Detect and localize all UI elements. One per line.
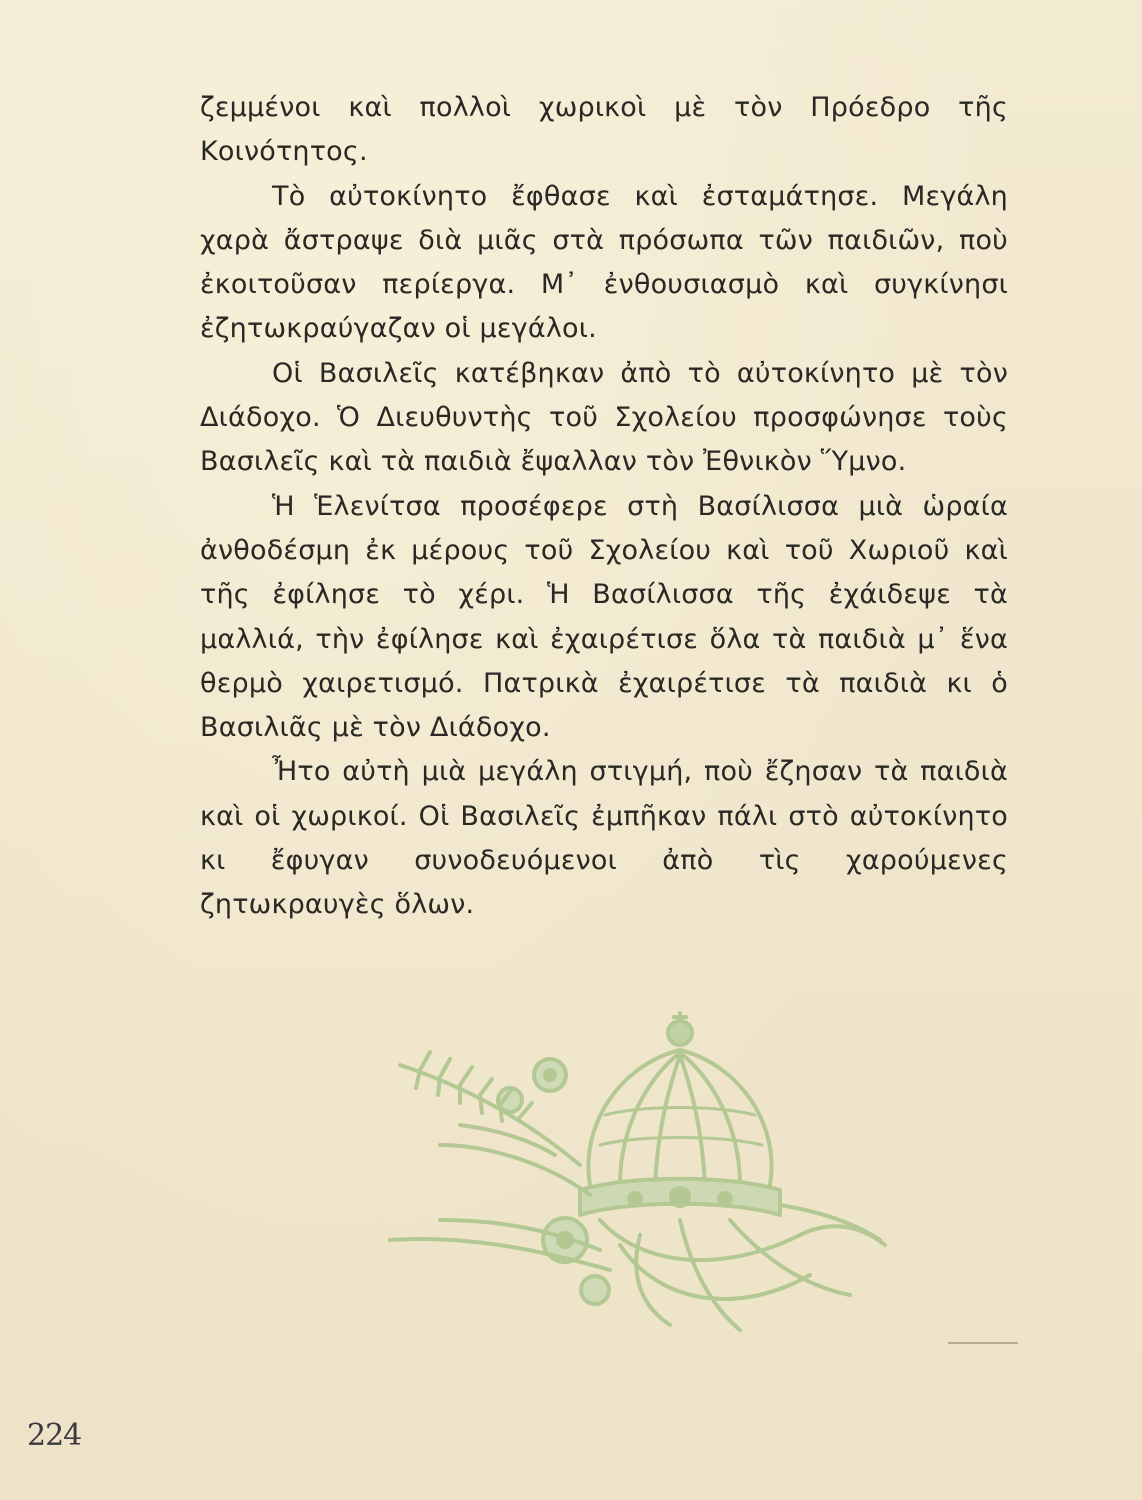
paragraph-3: Οἱ Βασιλεῖς κατέβηκαν ἀπὸ τὸ αὐτοκίνητο μὲ τὸν Διάδοχο. Ὁ Διευθυντὴς τοῦ Σχολείου προσφώνησε τοὺς Βασιλεῖς καὶ τὰ παιδιὰ ἔψαλλαν τὸν Ἐθνικὸν Ὕμνο. [200, 357, 1008, 478]
paragraph-4: Ἡ Ἑλενίτσα προσέφερε στὴ Βασίλισσα μιὰ ὡραία ἀνθοδέσμη ἐκ μέρους τοῦ Σχολείου καὶ τοῦ Χωριοῦ καὶ τῆς ἐφίλησε τὸ χέρι. Ἡ Βασίλισσα τῆς ἐχάιδεψε τὰ μαλλιά, τὴν ἐφίλησε καὶ ἐχαιρέτισε ὅλα τὰ παιδιὰ μ᾽ ἕνα θερμὸ χαιρετισμό. Πατρικὰ ἐχαιρέτισε τὰ παιδιὰ κι ὁ Βασιλιᾶς μὲ τὸν Διάδοχο. [200, 490, 1008, 744]
crown-with-flowers-icon [380, 1005, 900, 1335]
margin-mark [948, 1342, 1018, 1344]
page-number: 224 [27, 1418, 82, 1453]
paragraph-5: Ἦτο αὐτὴ μιὰ μεγάλη στιγμή, ποὺ ἔζησαν τὰ παιδιὰ καὶ οἱ χωρικοί. Οἱ Βασιλεῖς ἐμπῆκαν πάλι στὸ αὐτοκίνητο κι ἔφυγαν συνοδευόμενοι ἀπὸ τὶς χαρούμενες ζητωκραυγὲς ὅλων. [200, 756, 1008, 921]
body-text [200, 86, 1008, 928]
paragraph-1: ζεμμένοι καὶ πολλοὶ χωρικοὶ μὲ τὸν Πρόεδρο τῆς Κοινότητος. [200, 92, 1008, 168]
paragraph-2: Τὸ αὐτοκίνητο ἔφθασε καὶ ἐσταμάτησε. Μεγάλη χαρὰ ἄστραψε διὰ μιᾶς στὰ πρόσωπα τῶν παιδιῶν, ποὺ ἐκοιτοῦσαν περίεργα. Μ᾽ ἐνθουσιασμὸ καὶ συγκίνησι ἐζητωκραύγαζαν οἱ μεγάλοι. [200, 180, 1008, 345]
